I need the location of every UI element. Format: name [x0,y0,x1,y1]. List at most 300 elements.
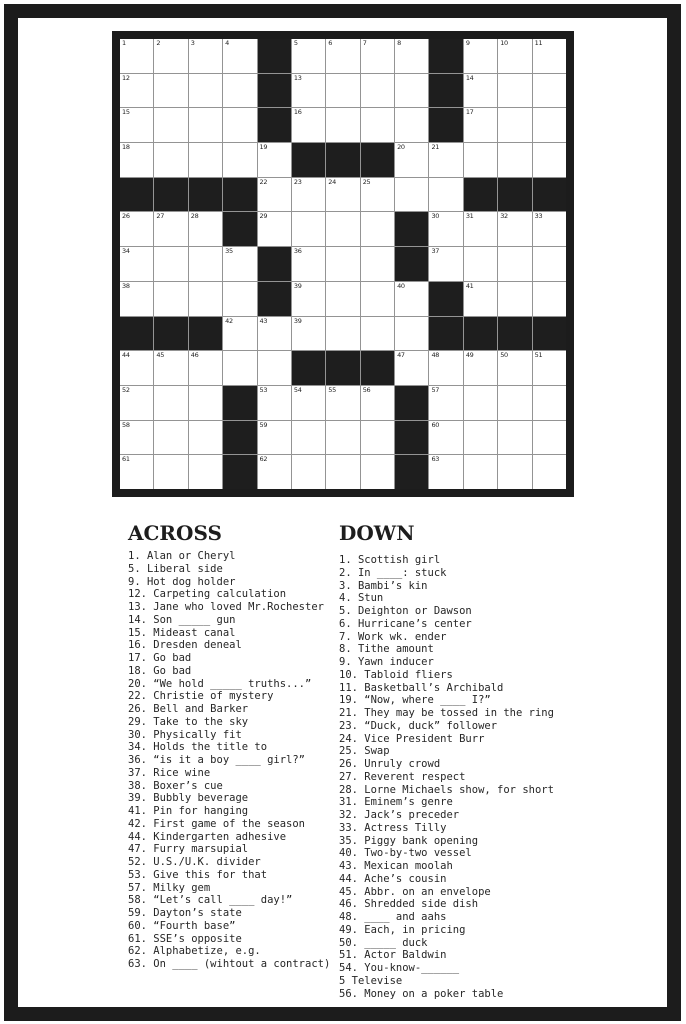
grid-cell[interactable] [292,74,325,108]
grid-cell[interactable] [326,247,359,281]
crossword-grid [120,39,566,489]
grid-cell[interactable] [154,108,187,142]
grid-cell[interactable] [189,421,222,455]
cell-number: 27 [156,212,165,221]
across-clue: 26. Bell and Barker [128,703,249,715]
grid-cell[interactable] [189,212,222,246]
across-clue: 14. Son _____ gun [128,613,236,626]
grid-cell[interactable] [361,386,394,420]
across-clue: 17. Go bad [128,652,192,664]
down-clue: 5. Deighton or Dawson [339,605,472,617]
cell-number: 17 [465,108,474,117]
grid-cell[interactable] [120,39,153,73]
grid-cell[interactable] [258,421,291,455]
grid-cell[interactable] [292,317,325,351]
grid-black-cell [258,247,291,281]
grid-cell[interactable] [292,247,325,281]
cell-number: 37 [431,247,440,256]
down-clue: 26. Unruly crowd [339,758,441,770]
grid-cell[interactable] [326,108,359,142]
grid-black-cell [292,143,325,177]
across-clue: 52. U.S./U.K. divider [128,856,261,868]
grid-cell[interactable] [292,386,325,420]
grid-cell[interactable] [326,317,359,351]
cell-number: 49 [465,351,474,360]
grid-cell[interactable] [189,143,222,177]
grid-cell[interactable] [429,143,462,177]
down-clue: 23. “Duck, duck” follower [339,719,498,732]
grid-cell[interactable] [120,108,153,142]
grid-cell[interactable] [223,282,256,316]
cell-number: 53 [259,385,268,394]
grid-cell[interactable] [395,351,428,385]
cell-number: 26 [122,212,130,221]
cell-number: 28 [190,212,199,221]
grid-cell[interactable] [189,351,222,385]
across-clue: 15. Mideast canal [128,626,236,639]
cell-number: 3 [190,39,195,47]
grid-cell[interactable] [533,39,566,73]
cell-number: 38 [122,281,130,290]
across-clue: 57. Milky gem [128,881,211,894]
grid-cell[interactable] [464,74,497,108]
grid-cell[interactable] [533,455,566,489]
grid-cell[interactable] [189,455,222,489]
cell-number: 12 [122,73,130,82]
down-clue: 31. Eminem’s genre [339,796,453,809]
grid-cell[interactable] [395,39,428,73]
grid-cell[interactable] [292,282,325,316]
cell-number: 42 [225,316,233,325]
cell-number: 18 [122,143,130,152]
grid-cell[interactable] [189,39,222,73]
grid-cell[interactable] [395,143,428,177]
across-clue: 44. Kindergarten adhesive [128,830,287,843]
grid-black-cell [361,351,394,385]
grid-cell[interactable] [395,317,428,351]
grid-cell[interactable] [533,143,566,177]
grid-cell[interactable] [292,455,325,489]
down-clue: 5 Televise [339,974,403,987]
grid-black-cell [498,317,531,351]
down-clue: 1. Scottish girl [339,554,441,566]
across-clues-section [128,522,330,971]
grid-black-cell [258,39,291,73]
grid-cell[interactable] [120,74,153,108]
cell-number: 61 [122,455,130,464]
grid-cell[interactable] [533,421,566,455]
down-clue: 28. Lorne Michaels show, for short [339,783,554,796]
grid-cell[interactable] [120,212,153,246]
cell-number: 46 [190,351,199,360]
cell-number: 39 [293,316,302,325]
across-clue: 12. Carpeting calculation [128,588,287,601]
grid-cell[interactable] [189,247,222,281]
cell-number: 57 [431,385,440,394]
grid-cell[interactable] [464,39,497,73]
grid-cell[interactable] [326,386,359,420]
across-clue: 5. Liberal side [128,562,223,575]
grid-cell[interactable] [361,455,394,489]
cell-number: 19 [259,143,268,152]
across-clue: 29. Take to the sky [128,715,249,728]
grid-cell[interactable] [464,421,497,455]
across-clue: 34. Holds the title to [128,741,268,754]
cell-number: 4 [225,39,229,47]
grid-cell[interactable] [361,282,394,316]
grid-cell[interactable] [154,282,187,316]
grid-black-cell [464,178,497,212]
grid-cell[interactable] [361,212,394,246]
cell-number: 8 [397,39,401,47]
grid-cell[interactable] [498,39,531,73]
cell-number: 51 [534,351,543,360]
down-clue-list [339,554,554,1000]
down-clue: 21. They may be tossed in the ring [339,707,554,719]
cell-number: 39 [293,281,302,290]
down-clue: 24. Vice President Burr [339,732,485,745]
down-clue: 9. Yawn inducer [339,656,434,668]
down-clue: 27. Reverent respect [339,770,466,783]
grid-black-cell [429,282,462,316]
grid-black-cell [464,317,497,351]
grid-cell[interactable] [120,247,153,281]
grid-cell[interactable] [258,143,291,177]
cell-number: 2 [156,39,161,47]
grid-cell[interactable] [189,282,222,316]
cell-number: 43 [259,316,268,325]
grid-cell[interactable] [120,421,153,455]
grid-black-cell [223,212,256,246]
grid-cell[interactable] [258,351,291,385]
cell-number: 32 [500,212,508,221]
grid-cell[interactable] [533,282,566,316]
grid-cell[interactable] [533,247,566,281]
cell-number: 41 [465,281,474,290]
grid-cell[interactable] [429,455,462,489]
cell-number: 30 [431,212,440,221]
grid-cell[interactable] [361,39,394,73]
grid-cell[interactable] [361,178,394,212]
cell-number: 55 [328,385,336,394]
cell-number: 40 [397,281,405,290]
grid-cell[interactable] [464,351,497,385]
cell-number: 16 [293,108,302,117]
grid-black-cell [120,178,153,212]
grid-cell[interactable] [429,212,462,246]
grid-cell[interactable] [154,212,187,246]
grid-cell[interactable] [189,74,222,108]
grid-black-cell [154,178,187,212]
grid-cell[interactable] [464,282,497,316]
grid-cell[interactable] [120,282,153,316]
cell-number: 56 [362,385,371,394]
grid-cell[interactable] [429,351,462,385]
grid-cell[interactable] [429,247,462,281]
grid-cell[interactable] [326,39,359,73]
cell-number: 31 [465,212,474,221]
grid-cell[interactable] [498,143,531,177]
across-clue: 60. “Fourth base” [128,919,236,932]
grid-black-cell [533,317,566,351]
grid-cell[interactable] [498,386,531,420]
cell-number: 24 [328,177,336,186]
grid-cell[interactable] [498,421,531,455]
grid-cell[interactable] [464,143,497,177]
grid-cell[interactable] [326,455,359,489]
grid-cell[interactable] [464,212,497,246]
cell-number: 47 [397,351,405,360]
cell-number: 60 [431,420,440,429]
across-clue: 22. Christie of mystery [128,690,274,703]
grid-cell[interactable] [429,421,462,455]
grid-cell[interactable] [533,74,566,108]
down-clue: 35. Piggy bank opening [339,834,479,847]
across-clue: 38. Boxer’s cue [128,779,223,792]
down-clue: 50. _____ duck [339,936,428,949]
grid-cell[interactable] [258,212,291,246]
grid-black-cell [429,108,462,142]
down-clue: 7. Work wk. ender [339,630,447,643]
across-clue: 13. Jane who loved Mr.Rochester [128,601,324,613]
grid-cell[interactable] [154,386,187,420]
grid-cell[interactable] [154,421,187,455]
grid-cell[interactable] [498,455,531,489]
grid-cell[interactable] [326,212,359,246]
grid-cell[interactable] [292,178,325,212]
grid-cell[interactable] [498,247,531,281]
grid-cell[interactable] [326,282,359,316]
grid-cell[interactable] [395,282,428,316]
across-clue: 62. Alphabetize, e.g. [128,945,261,958]
grid-cell[interactable] [533,212,566,246]
grid-cell[interactable] [464,386,497,420]
grid-cell[interactable] [292,39,325,73]
grid-cell[interactable] [326,74,359,108]
grid-cell[interactable] [223,143,256,177]
across-clue: 18. Go bad [128,664,192,677]
cell-number: 25 [362,177,371,186]
cell-number: 36 [293,247,302,256]
across-clue: 20. “We hold _____ truths...” [128,677,312,690]
down-clue: 54. You-know-______ [339,962,460,974]
grid-black-cell [429,39,462,73]
grid-black-cell [189,178,222,212]
down-clue: 11. Basketball’s Archibald [339,681,504,694]
grid-black-cell [429,74,462,108]
down-clue: 46. Shredded side dish [339,898,479,911]
down-clue: 6. Hurricane’s center [339,617,472,630]
down-clue: 32. Jack’s preceder [339,809,460,821]
grid-cell[interactable] [361,108,394,142]
across-clue: 47. Furry marsupial [128,843,249,856]
grid-black-cell [154,317,187,351]
grid-black-cell [189,317,222,351]
cell-number: 52 [122,385,130,394]
cell-number: 23 [293,177,302,186]
down-clue: 10. Tabloid fliers [339,668,453,681]
cell-number: 58 [122,420,130,429]
down-clue: 2. In ____: stuck [339,566,447,579]
grid-cell[interactable] [498,108,531,142]
cell-number: 48 [431,351,440,360]
down-clue: 40. Two-by-two vessel [339,847,472,860]
across-clue: 1. Alan or Cheryl [128,550,236,562]
grid-black-cell [326,143,359,177]
grid-black-cell [361,143,394,177]
grid-cell[interactable] [395,178,428,212]
across-clue: 61. SSE’s opposite [128,932,242,945]
grid-cell[interactable] [154,247,187,281]
grid-cell[interactable] [154,74,187,108]
down-clue: 48. ____ and aahs [339,911,447,923]
grid-black-cell [395,421,428,455]
grid-cell[interactable] [498,212,531,246]
cell-number: 15 [122,108,130,117]
cell-number: 33 [534,212,543,221]
grid-black-cell [258,282,291,316]
cell-number: 50 [500,351,508,360]
grid-cell[interactable] [120,143,153,177]
grid-cell[interactable] [258,317,291,351]
grid-black-cell [326,351,359,385]
grid-cell[interactable] [361,74,394,108]
grid-black-cell [223,455,256,489]
down-clue: 51. Actor Baldwin [339,949,447,962]
cell-number: 44 [122,351,130,360]
grid-black-cell [258,74,291,108]
across-clue: 36. “is it a boy ____ girl?” [128,754,306,766]
across-clue: 37. Rice wine [128,766,211,779]
grid-cell[interactable] [189,386,222,420]
down-clue: 56. Money on a poker table [339,987,504,1000]
grid-cell[interactable] [533,386,566,420]
cell-number: 34 [122,247,130,256]
down-heading: DOWN [339,521,415,545]
grid-cell[interactable] [223,351,256,385]
grid-cell[interactable] [292,108,325,142]
cell-number: 14 [465,73,474,82]
down-clue: 44. Ache’s cousin [339,872,447,885]
grid-black-cell [223,386,256,420]
grid-cell[interactable] [361,421,394,455]
down-clues-section [339,522,554,1000]
cell-number: 7 [362,39,367,47]
grid-black-cell [395,212,428,246]
across-clue: 30. Physically fit [128,728,242,741]
grid-cell[interactable] [120,351,153,385]
grid-black-cell [258,108,291,142]
cell-number: 21 [431,143,440,152]
grid-cell[interactable] [223,317,256,351]
grid-cell[interactable] [395,74,428,108]
cell-number: 62 [259,455,268,464]
grid-cell[interactable] [326,178,359,212]
cell-number: 10 [500,39,508,47]
across-clue: 16. Dresden deneal [128,639,242,652]
cell-number: 59 [259,420,268,429]
across-clue: 63. On ____ (wihtout a contract) [128,958,331,970]
grid-cell[interactable] [326,421,359,455]
grid-cell[interactable] [429,386,462,420]
grid-cell[interactable] [292,421,325,455]
down-clue: 45. Abbr. on an envelope [339,885,491,898]
grid-cell[interactable] [223,74,256,108]
cell-number: 63 [431,455,440,464]
cell-number: 9 [465,39,470,47]
grid-cell[interactable] [498,351,531,385]
grid-cell[interactable] [258,178,291,212]
grid-cell[interactable] [464,108,497,142]
grid-cell[interactable] [464,455,497,489]
across-clue: 39. Bubbly beverage [128,792,249,805]
grid-cell[interactable] [223,39,256,73]
grid-cell[interactable] [429,178,462,212]
cell-number: 45 [156,351,165,360]
grid-cell[interactable] [258,386,291,420]
grid-cell[interactable] [120,386,153,420]
grid-cell[interactable] [292,212,325,246]
across-clue: 58. “Let’s call ____ day!” [128,894,293,907]
grid-cell[interactable] [395,108,428,142]
crossword-grid-frame [112,31,574,497]
cell-number: 11 [534,39,543,47]
cell-number: 54 [293,385,302,394]
grid-cell[interactable] [223,108,256,142]
across-clue-list [128,550,330,971]
cell-number: 13 [293,73,302,82]
grid-cell[interactable] [154,143,187,177]
grid-cell[interactable] [120,455,153,489]
down-clue: 33. Actress Tilly [339,821,447,834]
grid-black-cell [498,178,531,212]
grid-black-cell [395,455,428,489]
grid-black-cell [429,317,462,351]
grid-cell[interactable] [189,108,222,142]
cell-number: 1 [122,39,126,47]
grid-cell[interactable] [154,39,187,73]
across-clue: 9. Hot dog holder [128,575,236,588]
across-clue: 42. First game of the season [128,817,306,830]
across-clue: 53. Give this for that [128,868,268,881]
grid-cell[interactable] [361,317,394,351]
cell-number: 22 [259,177,268,186]
grid-black-cell [223,178,256,212]
grid-cell[interactable] [533,108,566,142]
grid-cell[interactable] [154,351,187,385]
grid-cell[interactable] [154,455,187,489]
grid-black-cell [395,247,428,281]
grid-cell[interactable] [223,247,256,281]
grid-black-cell [120,317,153,351]
grid-cell[interactable] [464,247,497,281]
cell-number: 20 [397,143,405,152]
across-heading: ACROSS [128,521,222,545]
grid-black-cell [292,351,325,385]
grid-cell[interactable] [361,247,394,281]
grid-black-cell [533,178,566,212]
across-clue: 41. Pin for hanging [128,805,249,817]
grid-cell[interactable] [533,351,566,385]
grid-cell[interactable] [498,74,531,108]
grid-cell[interactable] [498,282,531,316]
cell-number: 29 [259,212,268,221]
grid-cell[interactable] [258,455,291,489]
down-clue: 19. “Now, where ____ I?” [339,694,491,707]
down-clue: 4. Stun [339,592,384,605]
cell-number: 6 [328,39,333,47]
down-clue: 49. Each, in pricing [339,923,466,936]
